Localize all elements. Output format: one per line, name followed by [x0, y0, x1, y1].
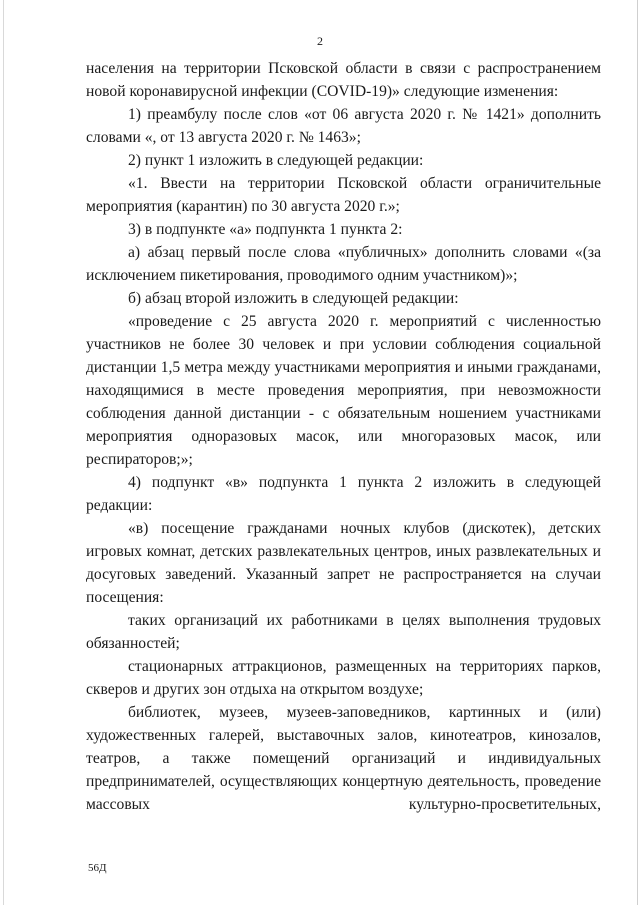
document-body	[86, 57, 601, 816]
paragraph-amendment-2: 2) пункт 1 изложить в следующей редакции:	[128, 152, 424, 169]
paragraph-subitem-b: б) абзац второй изложить в следующей редакции:	[128, 290, 459, 307]
paragraph-clubs-ban: «в) посещение гражданами ночных клубов (дискотек), детских игровых комнат, детских развлекательных центров, иных развлекательных и досуговых заведений. Указанный запрет не распространяется на случаи посещения:	[86, 520, 601, 606]
footer-document-code: 56Д	[88, 862, 107, 874]
scan-edge-right	[637, 0, 638, 905]
page-number: 2	[317, 34, 323, 48]
paragraph-exception-culture: библиотек, музеев, музеев-заповедников, картинных и (или) художественных галерей, выставочных залов, кинотеатров, кинозалов, театров, а также помещений организаций и индивидуальных предпринимателей, осуществляющих концертную деятельность, проведение массовых культурно-просветительных,	[86, 704, 601, 813]
paragraph-amendment-1: 1) преамбулу после слов «от 06 августа 2020 г. № 1421» дополнить словами «, от 13 августа 2020 г. № 1463»;	[86, 106, 601, 146]
paragraph-exception-attractions: стационарных аттракционов, размещенных на территориях парков, скверов и других зон отдыха на открытом воздухе;	[86, 658, 601, 698]
paragraph-exception-workers: таких организаций их работниками в целях выполнения трудовых обязанностей;	[86, 612, 601, 652]
paragraph-amendment-4: 4) подпункт «в» подпункта 1 пункта 2 изложить в следующей редакции:	[86, 474, 601, 514]
paragraph-continuation: населения на территории Псковской области в связи с распространением новой коронавирусной инфекции (COVID-19)» следующие изменения:	[86, 60, 601, 100]
paragraph-amendment-3: 3) в подпункте «а» подпункта 1 пункта 2:	[128, 221, 403, 238]
paragraph-events-rules: «проведение с 25 августа 2020 г. мероприятий с численностью участников не более 30 человек и при условии соблюдения социальной дистанции 1,5 метра между участниками мероприятия и иными гражданами, находящимися в месте проведения мероприятия, при невозможности соблюдения данной дистанции - с обязательным ношением участниками мероприятия одноразовых масок, или многоразовых масок, или респираторов;»;	[86, 313, 601, 468]
paragraph-subitem-a: а) абзац первый после слова «публичных» дополнить словами «(за исключением пикетирования, проводимого одним участником)»;	[86, 244, 601, 284]
scan-edge-left	[3, 0, 4, 905]
paragraph-quarantine-text: «1. Ввести на территории Псковской области ограничительные мероприятия (карантин) по 30 августа 2020 г.»;	[86, 175, 601, 215]
